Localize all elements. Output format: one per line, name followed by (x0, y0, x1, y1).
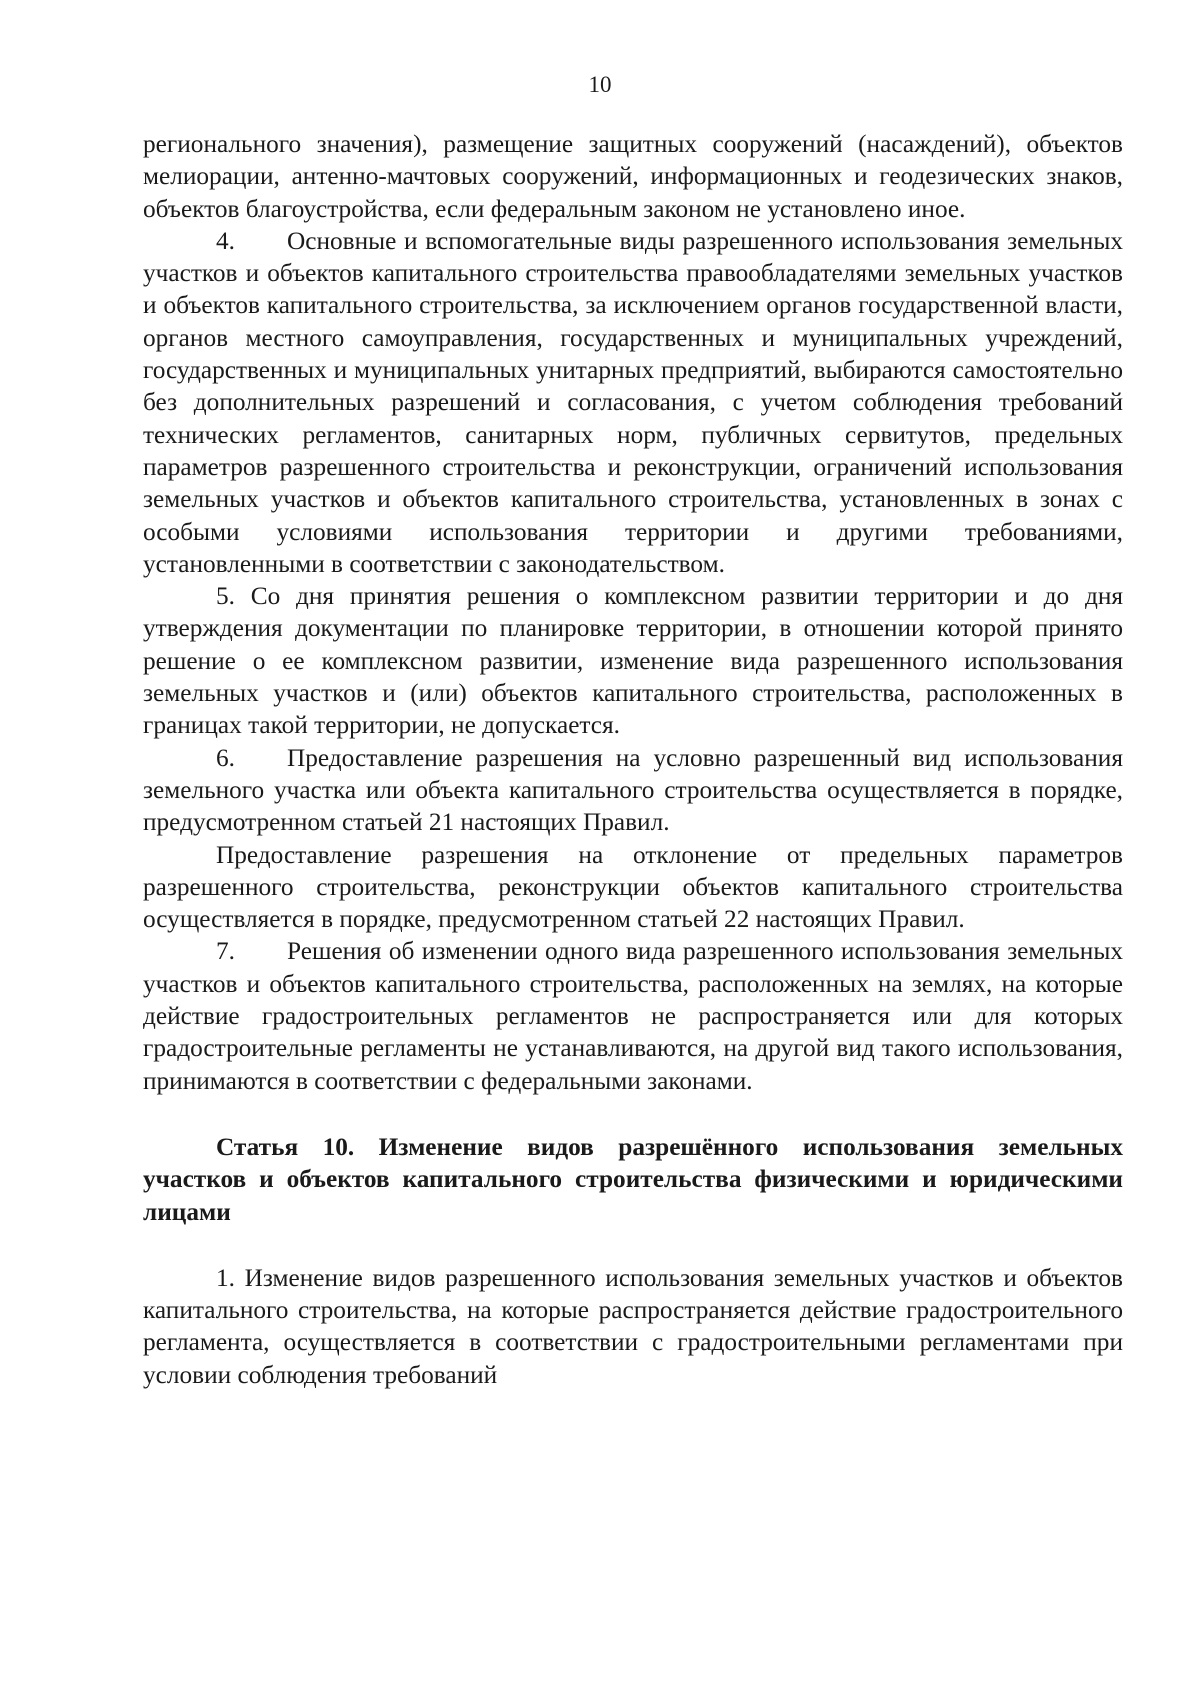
paragraph-continuation: регионального значения), размещение защитных сооружений (насаждений), объектов мелиорации, антенно-мачтовых сооружений, информационных и геодезических знаков, объектов благоустройства, если федеральным законом не установлено иное. (143, 130, 1123, 223)
article-10-paragraph-1: 1. Изменение видов разрешенного использования земельных участков и объектов капитального строительства, на которые распространяется действие градостроительного регламента, осуществляется в соответствии с градостроительными регламентами при условии соблюдения требований (143, 1263, 1123, 1389)
paragraph-7-text: Решения об изменении одного вида разрешенного использования земельных участков и объектов капитального строительства, расположенных на землях, на которые действие градостроительных регламентов не распространяется или для которых градостроительные регламенты не устанавливаются, на другой вид такого использования, принимаются в соответствии с федеральными законами. (143, 937, 1123, 1095)
document-body (143, 128, 1123, 1391)
paragraph-6-text: Предоставление разрешения на условно разрешенный вид использования земельного участка или объекта капитального строительства осуществляется в порядке, предусмотренном статьей 21 настоящих Правил. (143, 743, 1123, 837)
item-number-7: 7. (216, 937, 235, 966)
paragraph-4-text: Основные и вспомогательные виды разрешенного использования земельных участков и объектов капитального строительства правообладателями земельных участков и объектов капитального строительства, за исключением органов государственной власти, органов местного самоуправления, государственных и муниципальных учреждений, государственных и муниципальных унитарных предприятий, выбираются самостоятельно без дополнительных разрешений и согласования, с учетом соблюдения требований технических регламентов, санитарных норм, публичных сервитутов, предельных параметров разрешенного строительства и реконструкции, ограничений использования земельных участков и объектов капитального строительства, установленных в зонах с особыми условиями использования территории и другими требованиями, установленными в соответствии с законодательством. (143, 226, 1123, 578)
paragraph-6 (143, 742, 1123, 839)
paragraph-7 (143, 935, 1123, 1096)
item-number-6: 6. (216, 743, 235, 772)
paragraph-6b: Предоставление разрешения на отклонение от предельных параметров разрешенного строительства, реконструкции объектов капитального строительства осуществляется в порядке, предусмотренном статьей 22 настоящих Правил. (143, 840, 1123, 934)
paragraph-4 (143, 225, 1123, 580)
paragraph-5: 5. Со дня принятия решения о комплексном развитии территории и до дня утверждения документации по планировке территории, в отношении которой принято решение о ее комплексном развитии, изменение вида разрешенного использования земельных участков и (или) объектов капитального строительства, расположенных в границах такой территории, не допускается. (143, 582, 1123, 740)
item-number-4: 4. (216, 226, 235, 255)
article-10-heading: Статья 10. Изменение видов разрешённого использования земельных участков и объектов капитального строительства физическими и юридическими лицами (143, 1132, 1123, 1226)
page-number: 10 (588, 72, 612, 97)
